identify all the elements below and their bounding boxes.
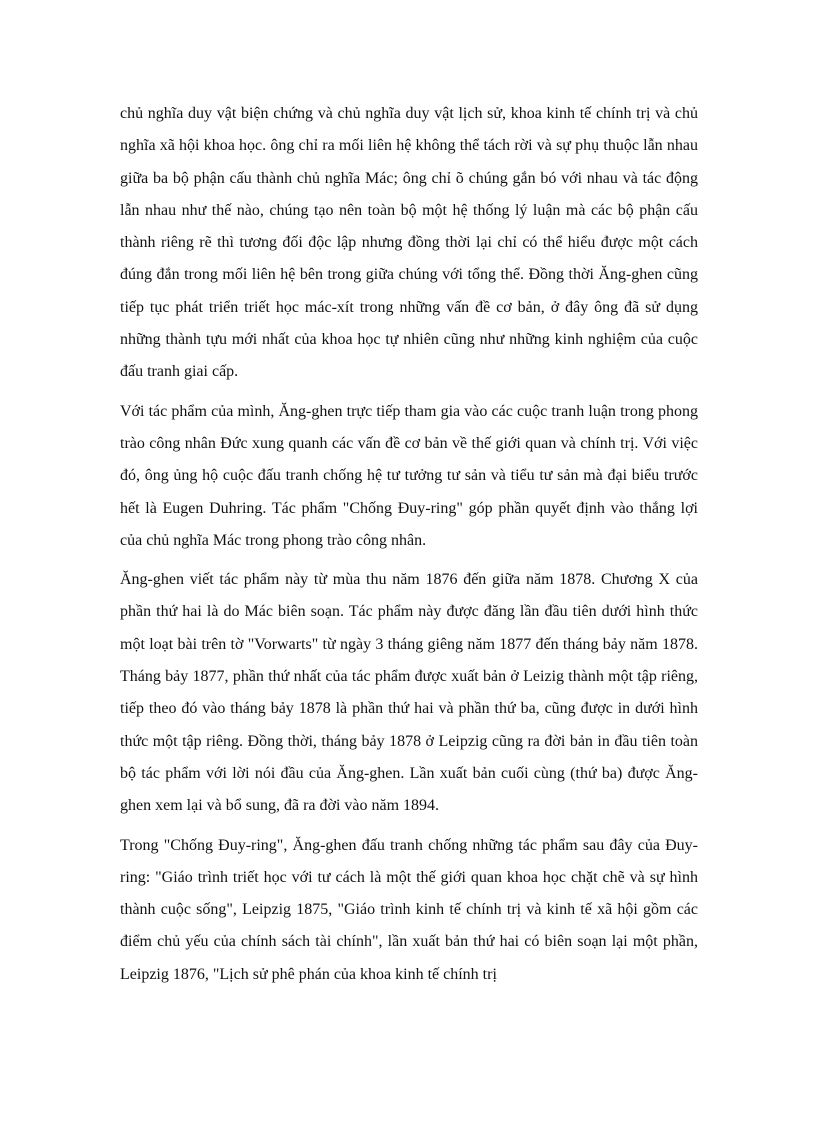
document-page bbox=[120, 98, 698, 991]
paragraph: Ăng-ghen viết tác phẩm này từ mùa thu năm 1876 đến giữa năm 1878. Chương X của phần thứ hai là do Mác biên soạn. Tác phẩm này được đăng lần đầu tiên dưới hình thức một loạt bài trên tờ "Vorwarts" từ ngày 3 tháng giêng năm 1877 đến tháng bảy năm 1878. Tháng bảy 1877, phần thứ nhất của tác phẩm được xuất bản ở Leizig thành một tập riêng, tiếp theo đó vào tháng bảy 1878 là phần thứ hai và phần thứ ba, cũng được in dưới hình thức một tập riêng. Đồng thời, tháng bảy 1878 ở Leipzig cũng ra đời bản in đầu tiên toàn bộ tác phẩm với lời nói đầu của Ăng-ghen. Lần xuất bản cuối cùng (thứ ba) được Ăng-ghen xem lại và bổ sung, đã ra đời vào năm 1894. bbox=[120, 571, 698, 815]
paragraph: Với tác phẩm của mình, Ăng-ghen trực tiếp tham gia vào các cuộc tranh luận trong phong trào công nhân Đức xung quanh các vấn đề cơ bản về thế giới quan và chính trị. Với việc đó, ông ủng hộ cuộc đấu tranh chống hệ tư tưởng tư sản và tiểu tư sản mà đại biểu trước hết là Eugen Duhring. Tác phẩm "Chống Đuy-ring" góp phần quyết định vào thắng lợi của chủ nghĩa Mác trong phong trào công nhân. bbox=[120, 402, 698, 549]
paragraph: chủ nghĩa duy vật biện chứng và chủ nghĩa duy vật lịch sử, khoa kinh tế chính trị và chủ nghĩa xã hội khoa học. ông chỉ ra mối liên hệ không thể tách rời và sự phụ thuộc lẫn nhau giữa ba bộ phận cấu thành chủ nghĩa Mác; ông chỉ õ chúng gắn bó với nhau và tác động lẫn nhau như thế nào, chúng tạo nên toàn bộ một hệ thống lý luận mà các bộ phận cấu thành riêng rẽ thì tương đối độc lập nhưng đồng thời lại chỉ có thể hiểu được một cách đúng đắn trong mối liên hệ bên trong giữa chúng với tổng thể. Đồng thời Ăng-ghen cũng tiếp tục phát triển triết học mác-xít trong những vấn đề cơ bản, ở đây ông đã sử dụng những thành tựu mới nhất của khoa học tự nhiên cũng như những kinh nghiệm của cuộc đấu tranh giai cấp. bbox=[120, 105, 698, 381]
paragraph: Trong "Chống Đuy-ring", Ăng-ghen đấu tranh chống những tác phẩm sau đây của Đuy-ring: "Giáo trình triết học với tư cách là một thế giới quan khoa học chặt chẽ và sự hình thành cuộc sống", Leipzig 1875, "Giáo trình kinh tế chính trị và kinh tế xã hội gồm các điểm chủ yếu của chính sách tài chính", lần xuất bản thứ hai có biên soạn lại một phần, Leipzig 1876, "Lịch sử phê phán của khoa kinh tế chính trị bbox=[120, 836, 698, 983]
